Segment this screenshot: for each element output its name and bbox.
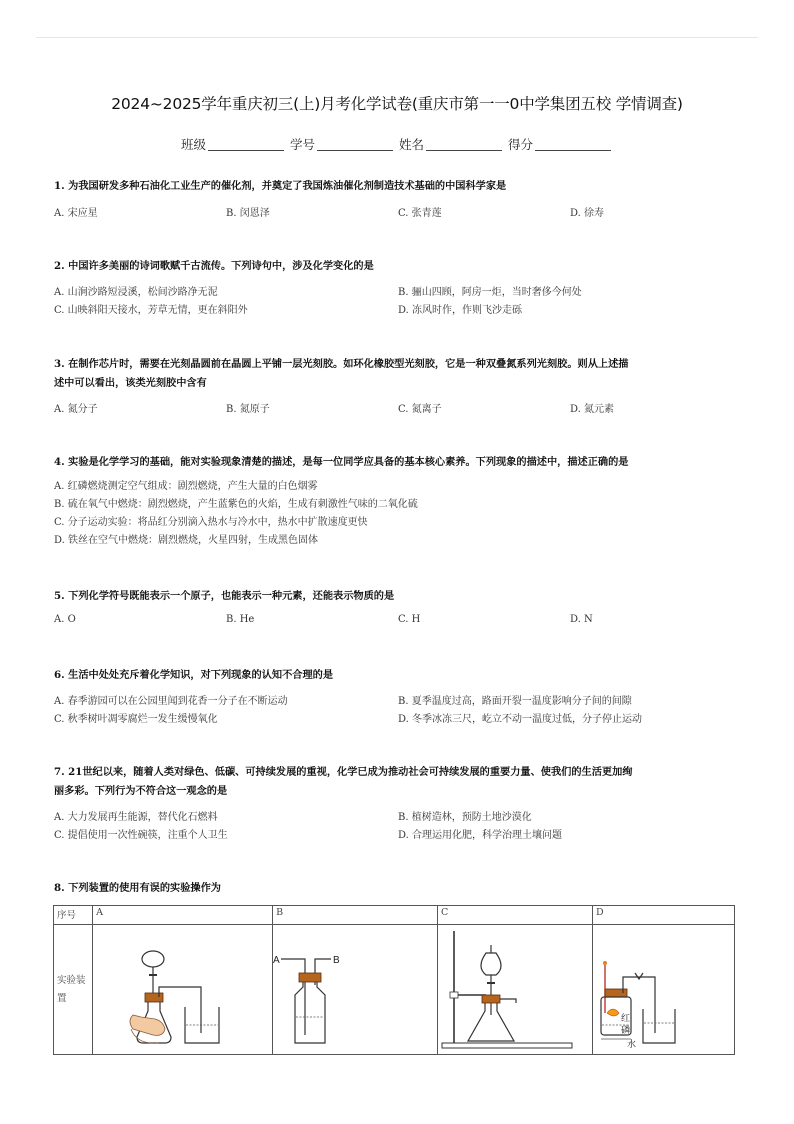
gas-washing-bottle-apparatus bbox=[273, 925, 436, 1052]
option-d[interactable]: D. 氮元素 bbox=[570, 404, 615, 415]
question-4 bbox=[54, 453, 744, 550]
option-a[interactable]: A. 山涧沙路短浸溪，松间沙路净无泥 bbox=[54, 287, 218, 298]
question-stem-line-2: 丽多彩。下列行为不符合这一观念的是 bbox=[54, 785, 228, 797]
option-b[interactable]: B. 氮原子 bbox=[226, 404, 270, 415]
option-a[interactable]: A. 宋应星 bbox=[54, 208, 98, 219]
option-d[interactable]: D. N bbox=[570, 614, 593, 625]
water-label: 水 bbox=[627, 1039, 637, 1049]
option-a[interactable]: A. 红磷燃烧测定空气组成：剧烈燃烧，产生大量的白色烟雾 bbox=[54, 481, 318, 492]
header-c: C bbox=[438, 906, 593, 925]
student-info-line bbox=[0, 135, 794, 153]
option-c[interactable]: C. 张青莲 bbox=[398, 208, 442, 219]
option-d[interactable]: D. 徐寿 bbox=[570, 208, 605, 219]
option-c[interactable]: C. 秋季树叶凋零腐烂一发生缓慢氧化 bbox=[54, 714, 218, 725]
score-blank[interactable] bbox=[535, 138, 611, 151]
apparatus-table bbox=[53, 905, 735, 1055]
option-c[interactable]: C. H bbox=[398, 614, 421, 625]
header-serial: 序号 bbox=[54, 906, 93, 925]
red-phosphorus-combustion-apparatus bbox=[593, 925, 733, 1052]
score-label: 得分 bbox=[507, 137, 533, 152]
option-b[interactable]: B. 夏季温度过高，路面开裂一温度影响分子间的间隙 bbox=[398, 696, 632, 707]
class-blank[interactable] bbox=[208, 138, 284, 151]
red-label: 红 bbox=[621, 1013, 631, 1023]
phosphorus-label: 磷 bbox=[621, 1025, 631, 1035]
option-b[interactable]: B. 骊山四顾，阿房一炬，当时奢侈今何处 bbox=[398, 287, 582, 298]
table-header-row bbox=[54, 906, 735, 925]
header-rule bbox=[36, 37, 758, 38]
options-row bbox=[54, 204, 744, 224]
student-id-label: 学号 bbox=[289, 137, 315, 152]
options-grid bbox=[54, 283, 744, 319]
exam-title: 2024~2025学年重庆初三(上)月考化学试卷(重庆市第一一0中学集团五校 学情调查) bbox=[111, 95, 683, 113]
table-row bbox=[54, 925, 735, 1055]
option-d-cell[interactable] bbox=[593, 925, 735, 1055]
option-c[interactable]: C. 提倡使用一次性碗筷，注重个人卫生 bbox=[54, 830, 228, 841]
question-stem: 1. 为我国研发多种石油化工业生产的催化剂，并奠定了我国炼油催化剂制造技术基础的中国科学家是 bbox=[54, 180, 507, 192]
question-2 bbox=[54, 257, 744, 319]
option-a[interactable]: A. 大力发展再生能源，替代化石燃料 bbox=[54, 812, 218, 823]
options-row bbox=[54, 400, 744, 420]
option-c[interactable]: C. 分子运动实验：将品红分别滴入热水与冷水中，热水中扩散速度更快 bbox=[54, 517, 368, 528]
option-c[interactable]: C. 氮离子 bbox=[398, 404, 442, 415]
options-grid bbox=[54, 692, 744, 728]
class-label: 班级 bbox=[180, 137, 206, 152]
question-stem-line-1: 3. 在制作芯片时，需要在光刻晶圆前在晶圆上平铺一层光刻胶。如环化橡胶型光刻胶，它是一种双叠氮系列光刻胶。则从上述描 bbox=[54, 358, 629, 370]
airtightness-check-apparatus bbox=[93, 925, 271, 1052]
question-6 bbox=[54, 666, 744, 728]
question-stem: 2. 中国许多美丽的诗词歌赋千古流传。下列诗句中，涉及化学变化的是 bbox=[54, 260, 374, 272]
option-a[interactable]: A. 春季游园可以在公园里闻到花香一分子在不断运动 bbox=[54, 696, 288, 707]
question-3 bbox=[54, 355, 744, 420]
question-stem: 4. 实验是化学学习的基础，能对实验现象清楚的描述，是每一位同学应具备的基本核心素养。下列现象的描述中，描述正确的是 bbox=[54, 456, 629, 468]
row-label: 实验装置 bbox=[54, 925, 93, 1055]
option-d[interactable]: D. 铁丝在空气中燃烧：剧烈燃烧，火星四射，生成黑色固体 bbox=[54, 535, 319, 546]
name-blank[interactable] bbox=[426, 138, 502, 151]
option-b[interactable]: B. He bbox=[226, 614, 255, 625]
outlet-label: B bbox=[333, 955, 340, 966]
question-stem: 8. 下列装置的使用有误的实验操作为 bbox=[54, 882, 221, 894]
question-5 bbox=[54, 587, 744, 634]
option-d[interactable]: D. 冻风时作，作则飞沙走砾 bbox=[398, 305, 523, 316]
option-b-cell[interactable] bbox=[273, 925, 438, 1055]
question-stem-line-1: 7. 21世纪以来，随着人类对绿色、低碳、可持续发展的重视，化学已成为推动社会可持续发展的重要力量、使我们的生活更加绚 bbox=[54, 766, 633, 778]
option-c-cell[interactable] bbox=[438, 925, 593, 1055]
option-d[interactable]: D. 合理运用化肥，科学治理土壤问题 bbox=[398, 830, 563, 841]
name-label: 姓名 bbox=[398, 137, 424, 152]
option-a-cell[interactable] bbox=[93, 925, 273, 1055]
option-a[interactable]: A. 氮分子 bbox=[54, 404, 98, 415]
student-id-blank[interactable] bbox=[317, 138, 393, 151]
question-8 bbox=[54, 879, 744, 898]
header-d: D bbox=[593, 906, 735, 925]
question-1 bbox=[54, 177, 744, 224]
funnel-flask-stand-apparatus bbox=[438, 925, 591, 1052]
header-b: B bbox=[273, 906, 438, 925]
question-7 bbox=[54, 763, 744, 844]
question-stem-line-2: 述中可以看出，该类光刻胶中含有 bbox=[54, 377, 207, 389]
options-row bbox=[54, 614, 744, 634]
inlet-label: A bbox=[273, 955, 280, 966]
header-a: A bbox=[93, 906, 273, 925]
option-d[interactable]: D. 冬季冰冻三尺，屹立不动一温度过低，分子停止运动 bbox=[398, 714, 643, 725]
question-stem: 5. 下列化学符号既能表示一个原子，也能表示一种元素，还能表示物质的是 bbox=[54, 590, 395, 602]
option-c[interactable]: C. 山映斜阳天接水，芳草无情，更在斜阳外 bbox=[54, 305, 248, 316]
options-list bbox=[54, 478, 744, 550]
options-grid bbox=[54, 808, 744, 844]
option-b[interactable]: B. 闵恩泽 bbox=[226, 208, 270, 219]
option-b[interactable]: B. 植树造林，预防土地沙漠化 bbox=[398, 812, 532, 823]
option-a[interactable]: A. O bbox=[54, 614, 76, 625]
option-b[interactable]: B. 硫在氧气中燃烧：剧烈燃烧，产生蓝紫色的火焰，生成有刺激性气味的二氧化硫 bbox=[54, 499, 418, 510]
question-stem: 6. 生活中处处充斥着化学知识，对下列现象的认知不合理的是 bbox=[54, 669, 334, 681]
